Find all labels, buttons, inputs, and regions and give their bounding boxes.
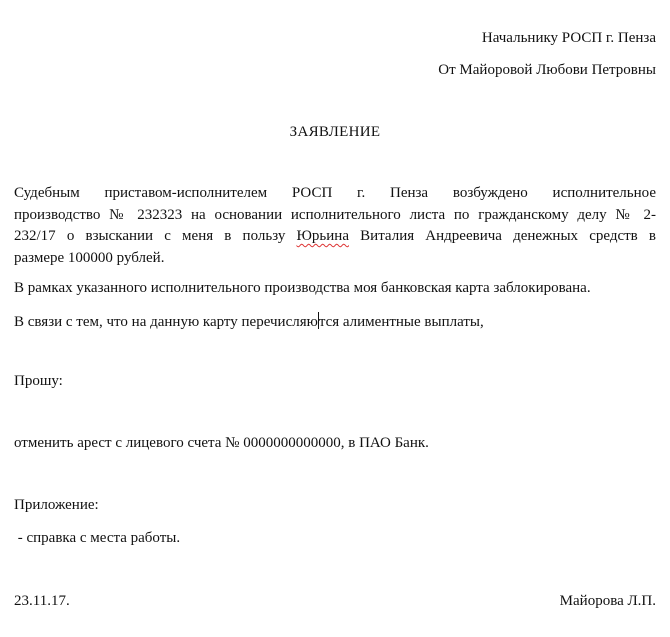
request-text: отменить арест с лицевого счета № 0000000000000, в ПАО Банк. [14,435,429,451]
spellcheck-name: Юрьина [296,228,349,244]
document-title: ЗАЯВЛЕНИЕ [289,124,381,140]
paragraph1-line1: Судебным приставом-исполнителем РОСП г. Пенза возбуждено исполнительное [14,185,656,201]
paragraph3-after-caret: тся алиментные выплаты, [318,314,484,330]
paragraph1-line3-before: 232/17 о взыскании с меня в пользу [14,228,286,244]
paragraph3-before-caret: В связи с тем, что на данную карту перечисляю [14,314,318,330]
request-label: Прошу: [14,373,63,389]
paragraph1-line4: размере 100000 рублей. [14,249,165,266]
sender-line: От Майоровой Любови Петровны [438,62,656,78]
attachment-item: - справка с места работы. [14,530,181,546]
recipient-line: Начальнику РОСП г. Пенза [481,30,656,46]
paragraph-alimony [14,312,484,331]
paragraph1-line3-after: Виталия Андреевича денежных средств в [360,228,657,244]
signature: Майорова Л.П. [559,593,656,609]
paragraph-card-blocked: В рамках указанного исполнительного производства моя банковская карта заблокирована. [14,280,591,296]
paragraph1-line3 [14,226,656,248]
attachment-label: Приложение: [14,497,99,513]
paragraph1-line2: производство № 232323 на основании исполнительного листа по гражданскому делу № 2- [14,206,656,223]
paragraph-case-info [14,183,656,269]
document-date: 23.11.17. [14,593,70,609]
